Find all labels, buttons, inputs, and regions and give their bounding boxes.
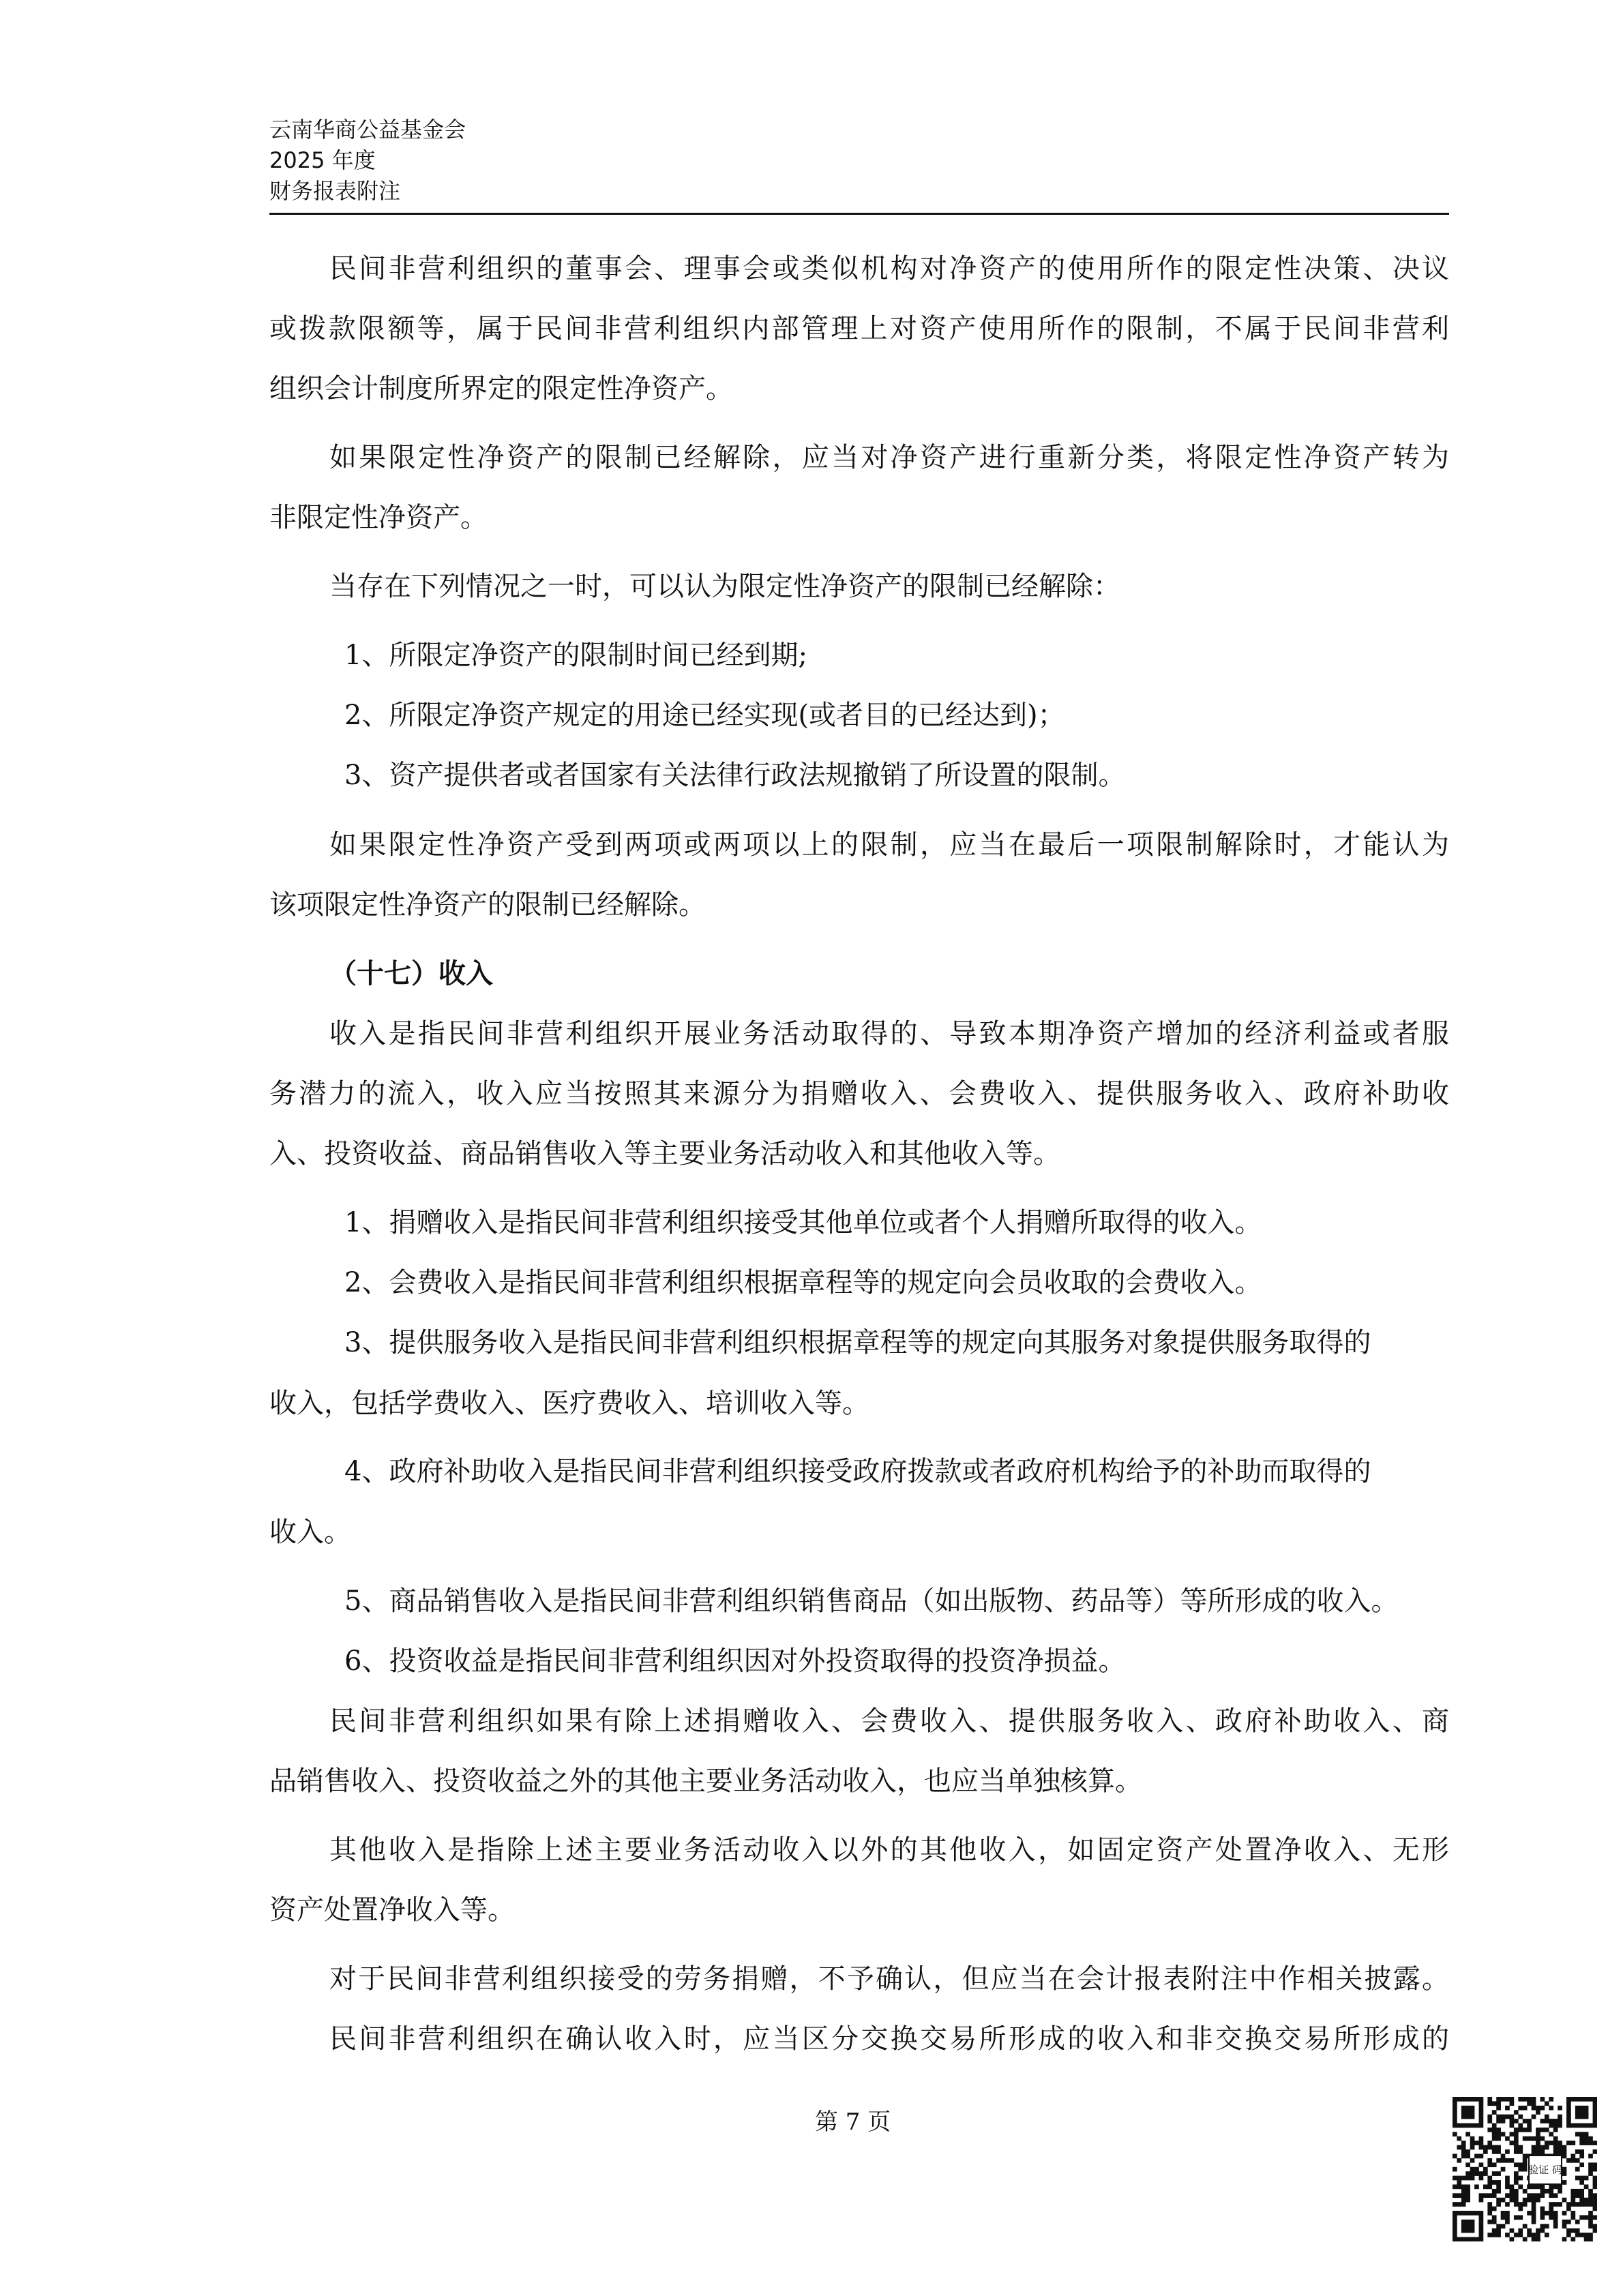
- paragraph-line: 组织会计制度所界定的限定性净资产。: [269, 373, 733, 404]
- paragraph-line: 1、捐赠收入是指民间非营利组织接受其他单位或者个人捐赠所取得的收入。: [344, 1207, 1262, 1238]
- paragraph-line: 2、会费收入是指民间非营利组织根据章程等的规定向会员收取的会费收入。: [344, 1267, 1262, 1298]
- verification-qr-code-icon: [1453, 2097, 1597, 2241]
- paragraph-line: 收入。: [269, 1517, 351, 1548]
- paragraph-line: 资产处置净收入等。: [269, 1894, 515, 1926]
- paragraph-line: 收入是指民间非营利组织开展业务活动取得的、导致本期净资产增加的经济利益或者服: [329, 1018, 1449, 1049]
- paragraph-line: 对于民间非营利组织接受的劳务捐赠，不予确认，但应当在会计报表附注中作相关披露。: [329, 1963, 1449, 1995]
- paragraph-line: 民间非营利组织在确认收入时，应当区分交换交易所形成的收入和非交换交易所形成的: [329, 2023, 1449, 2055]
- paragraph-line: 收入，包括学费收入、医疗费收入、培训收入等。: [269, 1388, 869, 1419]
- paragraph-line: 入、投资收益、商品销售收入等主要业务活动收入和其他收入等。: [269, 1138, 1060, 1169]
- header-org-name: 云南华商公益基金会: [269, 117, 466, 143]
- paragraph-line: 1、所限定净资产的限制时间已经到期;: [344, 640, 807, 671]
- paragraph-line: 3、提供服务收入是指民间非营利组织根据章程等的规定向其服务对象提供服务取得的: [344, 1327, 1371, 1358]
- section-heading: （十七）收入: [329, 957, 493, 989]
- paragraph-line: 6、投资收益是指民间非营利组织因对外投资取得的投资净损益。: [344, 1645, 1126, 1677]
- paragraph-line: 5、商品销售收入是指民间非营利组织销售商品（如出版物、药品等）等所形成的收入。: [344, 1585, 1399, 1617]
- paragraph-line: 其他收入是指除上述主要业务活动收入以外的其他收入，如固定资产处置净收入、无形: [329, 1834, 1449, 1866]
- page-header: [269, 115, 1449, 207]
- header-year: 2025 年度: [269, 147, 376, 173]
- paragraph-line: 4、政府补助收入是指民间非营利组织接受政府拨款或者政府机构给予的补助而取得的: [344, 1456, 1371, 1487]
- paragraph-line: 民间非营利组织如果有除上述捐赠收入、会费收入、提供服务收入、政府补助收入、商: [329, 1705, 1449, 1737]
- qr-stamp-text: 验证 码: [1528, 2164, 1562, 2176]
- header-divider: [269, 213, 1449, 215]
- paragraph-line: 务潜力的流入，收入应当按照其来源分为捐赠收入、会费收入、提供服务收入、政府补助收: [269, 1078, 1449, 1109]
- paragraph-line: 如果限定性净资产受到两项或两项以上的限制，应当在最后一项限制解除时，才能认为: [329, 829, 1449, 861]
- paragraph-line: 2、所限定净资产规定的用途已经实现(或者目的已经达到)；: [344, 700, 1065, 731]
- paragraph-line: 3、资产提供者或者国家有关法律行政法规撤销了所设置的限制。: [344, 760, 1126, 791]
- page-number: 第 7 页: [815, 2108, 891, 2136]
- paragraph-line: 或拨款限额等，属于民间非营利组织内部管理上对资产使用所作的限制，不属于民间非营利: [269, 313, 1449, 344]
- paragraph-line: 非限定性净资产。: [269, 502, 488, 533]
- header-doc-title: 财务报表附注: [269, 178, 401, 204]
- paragraph-line: 民间非营利组织的董事会、理事会或类似机构对净资产的使用所作的限定性决策、决议: [329, 253, 1449, 284]
- paragraph-line: 当存在下列情况之一时，可以认为限定性净资产的限制已经解除：: [329, 571, 1120, 602]
- paragraph-line: 品销售收入、投资收益之外的其他主要业务活动收入，也应当单独核算。: [269, 1765, 1142, 1797]
- paragraph-line: 如果限定性净资产的限制已经解除，应当对净资产进行重新分类，将限定性净资产转为: [329, 442, 1449, 473]
- paragraph-line: 该项限定性净资产的限制已经解除。: [269, 889, 706, 921]
